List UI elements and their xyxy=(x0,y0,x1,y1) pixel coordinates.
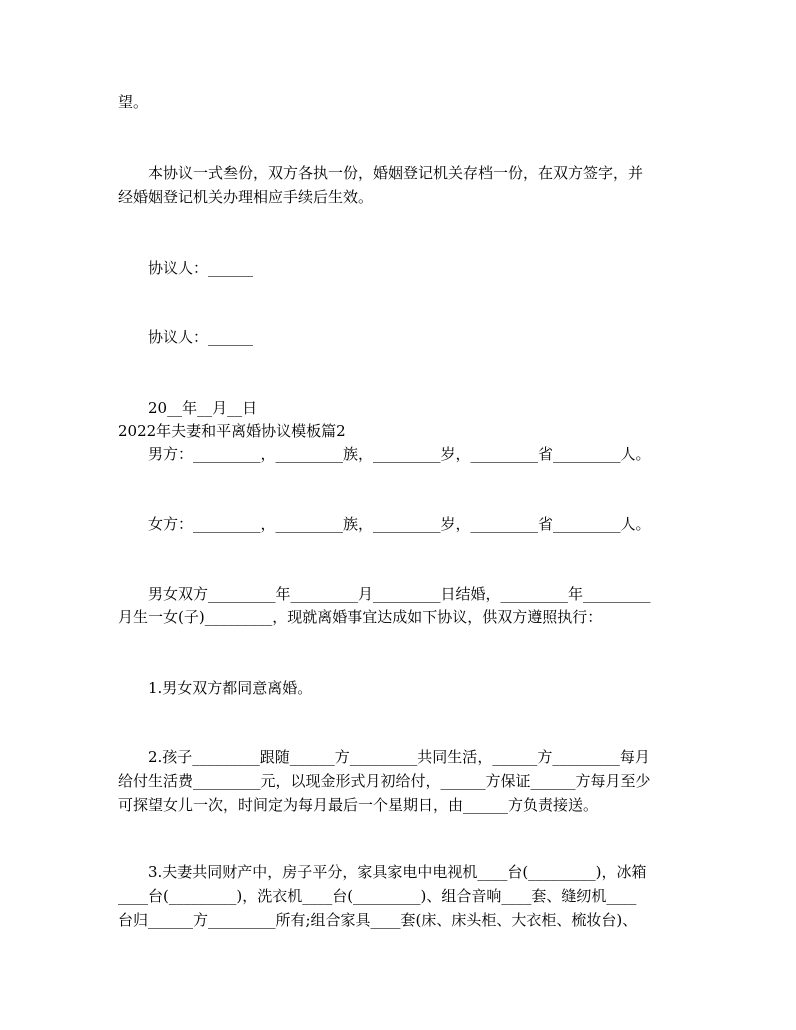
clause-2-line: 2.孩子_________跟随______方_________共同生活，______方_________每月 xyxy=(148,748,650,766)
text-line: 望。 xyxy=(118,93,149,111)
signature-line: 协议人：______ xyxy=(148,328,254,346)
clause-3-line: 3.夫妻共同财产中，房子平分，家具家电中电视机____台(_________)，冰箱 xyxy=(148,863,647,881)
clause-3-line: ____台(_________)，洗衣机____台(_________)、组合音响____套、缝纫机____ xyxy=(118,887,637,905)
clause-1: 1.男女双方都同意离婚。 xyxy=(148,679,313,697)
signature-line: 协议人：______ xyxy=(148,259,254,277)
clause-2-line: 可探望女儿一次，时间定为每月最后一个星期日，由______方负责接送。 xyxy=(118,796,599,814)
clause-2-line: 给付生活费_________元，以现金形式月初给付，______方保证______方每月至少 xyxy=(118,772,651,790)
date-line: 20__年__月__日 xyxy=(148,399,258,417)
female-party-line: 女方：_________，_________族，_________岁，_________省_________人。 xyxy=(148,515,651,533)
paragraph-line: 本协议一式叁份，双方各执一份，婚姻登记机关存档一份，在双方签字，并 xyxy=(148,164,644,182)
male-party-line: 男方：_________，_________族，_________岁，_________省_________人。 xyxy=(148,445,651,463)
section-heading: 2022年夫妻和平离婚协议模板篇2 xyxy=(118,422,346,440)
paragraph-line: 男女双方_________年_________月_________日结婚，_________年_________ xyxy=(148,585,651,603)
clause-3-line: 台归______方_________所有;组合家具____套(床、床头柜、大衣柜、梳妆台)、 xyxy=(118,911,638,929)
paragraph-line: 经婚姻登记机关办理相应手续后生效。 xyxy=(118,188,374,206)
paragraph-line: 月生一女(子)_________，现就离婚事宜达成如下协议，供双方遵照执行： xyxy=(118,608,603,626)
